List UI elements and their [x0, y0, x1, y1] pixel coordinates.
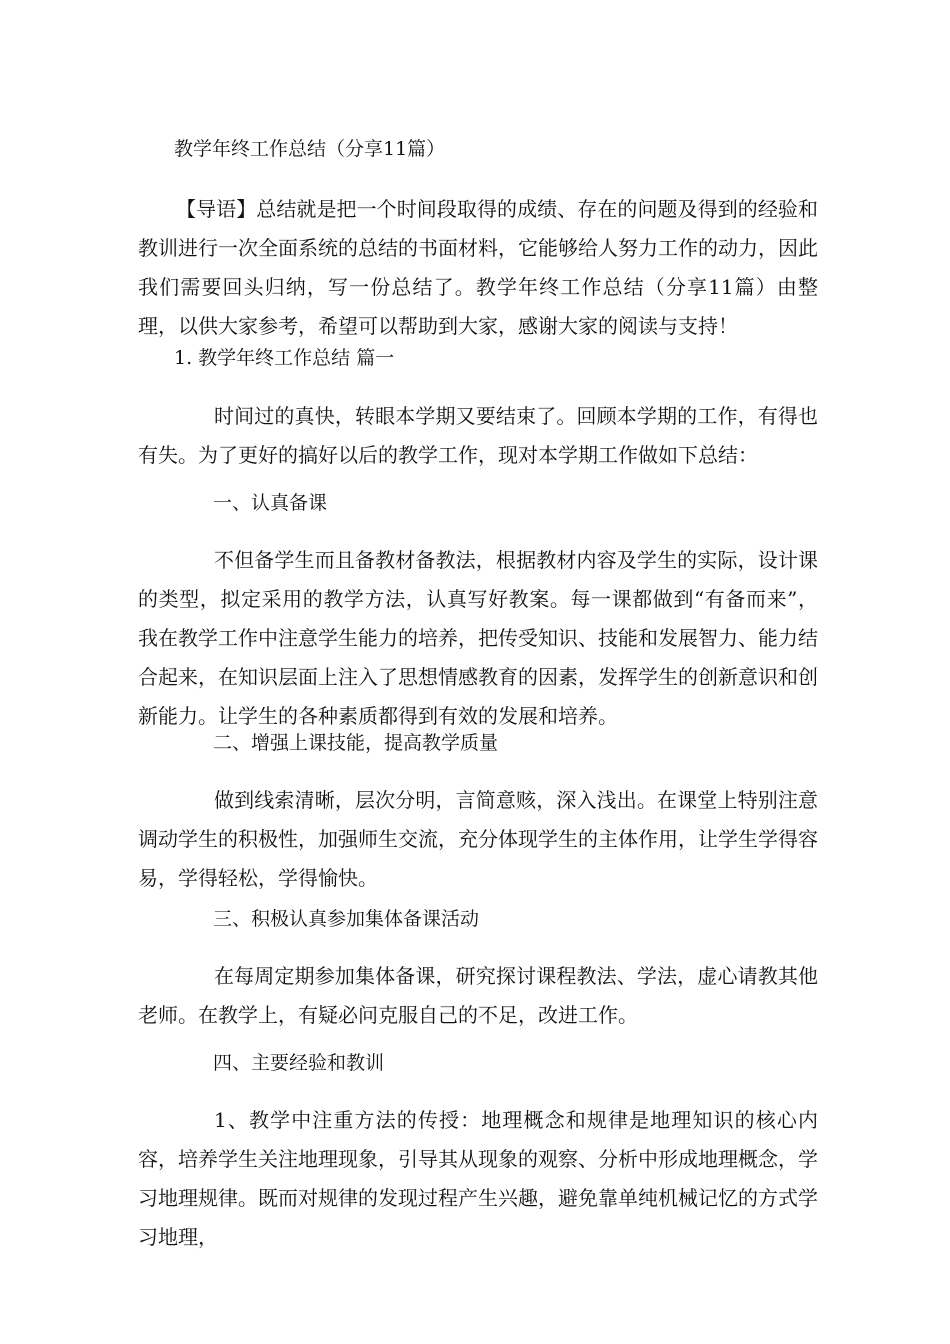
heading-1: 一、认真备课 [213, 492, 328, 514]
paragraph-3: 做到线索清晰，层次分明，言简意赅，深入浅出。在课堂上特别注意调动学生的积极性，加强师生交流，充分体现学生的主体作用，让学生学得容易，学得轻松，学得愉快。 [138, 788, 818, 890]
document-title: 教学年终工作总结（分享11篇） [174, 138, 446, 160]
heading-3: 三、积极认真参加集体备课活动 [213, 908, 480, 930]
paragraph-4: 在每周定期参加集体备课，研究探讨课程教法、学法，虚心请教其他老师。在教学上，有疑必问克服自己的不足，改进工作。 [138, 964, 818, 1027]
paragraph-5: 1、教学中注重方法的传授：地理概念和规律是地理知识的核心内容，培养学生关注地理现象，引导其从现象的观察、分析中形成地理概念，学习地理规律。既而对规律的发现过程产生兴趣，避免靠单纯机械记忆的方式学习地理， [138, 1108, 818, 1249]
paragraph-2: 不但备学生而且备教材备教法，根据教材内容及学生的实际，设计课的类型，拟定采用的教学方法，认真写好教案。每一课都做到“有备而来”，我在教学工作中注意学生能力的培养，把传受知识、技能和发展智力、能力结合起来，在知识层面上注入了思想情感教育的因素，发挥学生的创新意识和创新能力。让学生的各种素质都得到有效的发展和培养。 [138, 548, 818, 728]
paragraph-1: 时间过的真快，转眼本学期又要结束了。回顾本学期的工作，有得也有失。为了更好的搞好以后的教学工作，现对本学期工作做如下总结： [138, 404, 818, 467]
section-title: 1. 教学年终工作总结 篇一 [174, 347, 395, 369]
intro-paragraph: 【导语】总结就是把一个时间段取得的成绩、存在的问题及得到的经验和教训进行一次全面系统的总结的书面材料，它能够给人努力工作的动力，因此我们需要回头归纳，写一份总结了。教学年终工作总结（分享11篇）由整理，以供大家参考，希望可以帮助到大家，感谢大家的阅读与支持！ [138, 197, 818, 338]
heading-2: 二、增强上课技能，提高教学质量 [213, 732, 499, 754]
heading-4: 四、主要经验和教训 [213, 1052, 385, 1074]
